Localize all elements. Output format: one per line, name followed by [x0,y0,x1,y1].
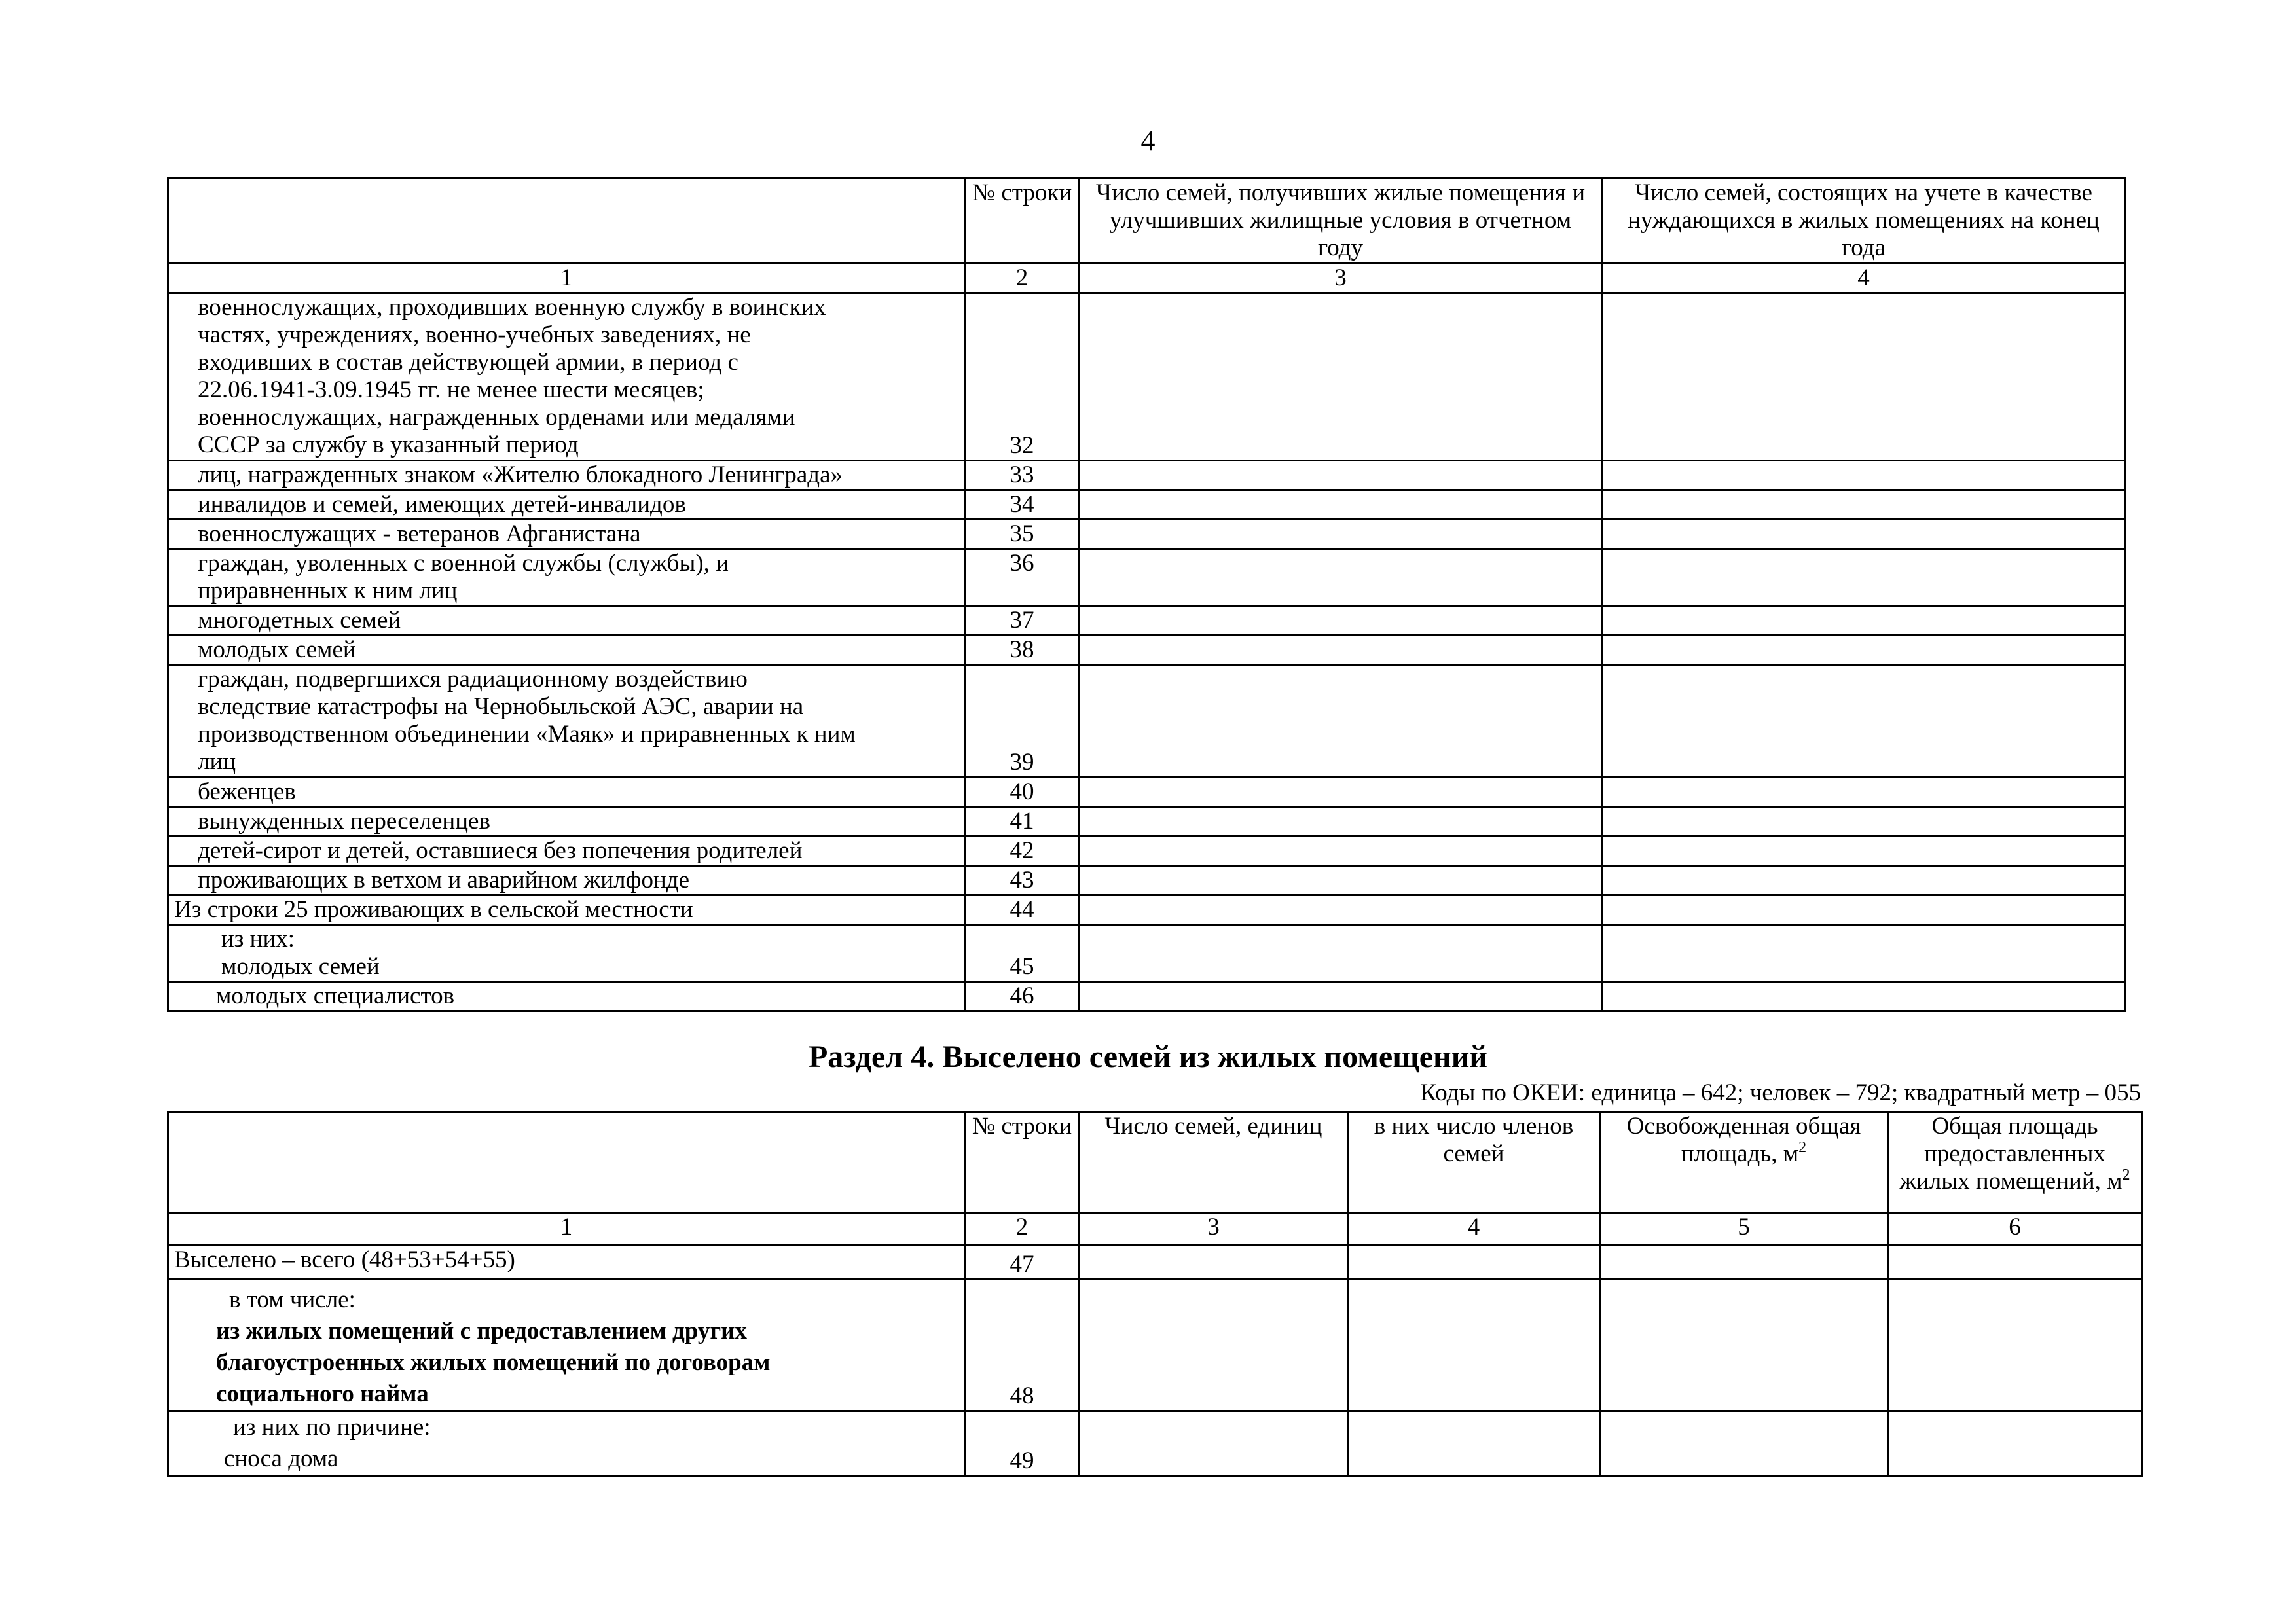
column-number: 4 [1348,1213,1600,1246]
row-number: 37 [965,606,1080,636]
row-number: 33 [965,461,1080,490]
okei-codes: Коды по ОКЕИ: единица – 642; человек – 792; квадратный метр – 055 [1420,1079,2141,1106]
column-number-row [168,1213,2142,1246]
families-housing-table [167,177,2126,1012]
data-cell [1080,461,1602,490]
row-label [168,665,965,778]
table-row [168,665,2126,778]
row-label-line: приравненных к ним лиц [198,577,458,604]
header-cell-row-number: № строки [965,179,1080,264]
table-row [168,636,2126,665]
row-label [168,778,965,807]
data-cell [1602,293,2126,461]
row-label [168,636,965,665]
row-label-line: военнослужащих - ветеранов Афганистана [198,520,641,547]
data-cell [1602,606,2126,636]
row-label-line: из жилых помещений с предоставлением других [216,1318,747,1344]
header-cell-families-registered: Число семей, состоящих на учете в качестве нуждающихся в жилых помещениях на конец года [1602,179,2126,264]
table-row [168,1411,2142,1476]
data-cell [1602,925,2126,982]
table-row [168,293,2126,461]
row-label [168,1411,965,1476]
data-cell [1600,1246,1888,1280]
row-number: 47 [965,1246,1080,1280]
table-header-row [168,179,2126,264]
table-row [168,895,2126,925]
row-label-line: сноса дома [224,1445,338,1472]
column-number: 6 [1888,1213,2142,1246]
data-cell [1888,1246,2142,1280]
data-cell [1080,520,1602,549]
data-cell [1080,549,1602,606]
header-cell-families-received: Число семей, получивших жилые помещения и улучшивших жилищные условия в отчетном году [1080,179,1602,264]
row-label [168,982,965,1011]
table-row [168,1246,2142,1280]
row-label-line: благоустроенных жилых помещений по договорам [216,1349,771,1376]
row-label [168,807,965,837]
row-label-line: Выселено – всего (48+53+54+55) [174,1246,515,1273]
data-cell [1080,1280,1348,1411]
data-cell [1080,895,1602,925]
table-row [168,1280,2142,1411]
page-number: 4 [1140,124,1156,156]
data-cell [1348,1280,1600,1411]
data-cell [1602,895,2126,925]
row-number: 48 [965,1280,1080,1411]
table-header-row [168,1112,2142,1213]
header-cell-provided-area-text: Общая площадь предоставленных жилых помещений, м [1899,1113,2123,1195]
data-cell [1602,866,2126,895]
row-label-line: инвалидов и семей, имеющих детей-инвалидов [198,491,686,518]
row-label-line: многодетных семей [198,607,401,634]
data-cell [1080,636,1602,665]
row-label-line: проживающих в ветхом и аварийном жилфонде [198,867,690,893]
column-number: 3 [1080,1213,1348,1246]
data-cell [1348,1411,1600,1476]
table-row [168,837,2126,866]
row-label-line: лиц [198,748,236,775]
table-row [168,461,2126,490]
row-label-line: детей-сирот и детей, оставшиеся без попечения родителей [198,837,803,864]
row-label-line: входивших в состав действующей армии, в период с [198,349,738,376]
data-cell [1602,807,2126,837]
data-cell [1080,925,1602,982]
table-row [168,606,2126,636]
table-row [168,807,2126,837]
row-number: 35 [965,520,1080,549]
data-cell [1080,982,1602,1011]
row-label-line: лиц, награжденных знаком «Жителю блокадного Ленинграда» [198,461,843,488]
row-label [168,866,965,895]
row-label-line: в том числе: [229,1286,355,1313]
table-row [168,490,2126,520]
superscript-two: 2 [1798,1139,1807,1156]
row-label-line: социального найма [216,1380,429,1407]
data-cell [1080,293,1602,461]
data-cell [1600,1280,1888,1411]
superscript-two: 2 [2122,1166,2130,1183]
row-label [168,490,965,520]
header-cell-members-count: в них число членов семей [1348,1112,1600,1213]
row-label-line: СССР за службу в указанный период [198,431,579,458]
data-cell [1080,606,1602,636]
row-label-line: граждан, подвергшихся радиационному воздействию [198,666,748,693]
row-label [168,1280,965,1411]
column-number-row [168,264,2126,293]
row-label-line: частях, учреждениях, военно-учебных заведениях, не [198,321,751,348]
row-number: 41 [965,807,1080,837]
header-cell-label [168,179,965,264]
row-label-line: из них: [221,926,295,952]
row-number: 44 [965,895,1080,925]
row-label [168,293,965,461]
data-cell [1602,665,2126,778]
header-cell-freed-area-text: Освобожденная общая площадь, м [1626,1113,1861,1167]
data-cell [1602,520,2126,549]
header-cell-freed-area [1600,1112,1888,1213]
column-number: 3 [1080,264,1602,293]
row-label [168,1246,965,1280]
row-label-line: молодых специалистов [216,983,455,1009]
data-cell [1080,490,1602,520]
evicted-families-table [167,1111,2143,1477]
row-number: 36 [965,549,1080,606]
column-number: 2 [965,264,1080,293]
header-cell-provided-area [1888,1112,2142,1213]
column-number: 5 [1600,1213,1888,1246]
data-cell [1600,1411,1888,1476]
table-row [168,549,2126,606]
column-number: 2 [965,1213,1080,1246]
row-number: 43 [965,866,1080,895]
row-number: 46 [965,982,1080,1011]
data-cell [1080,837,1602,866]
header-cell-families-count: Число семей, единиц [1080,1112,1348,1213]
column-number: 4 [1602,264,2126,293]
column-number: 1 [168,1213,965,1246]
table-row [168,866,2126,895]
data-cell [1888,1411,2142,1476]
row-label-line: военнослужащих, проходивших военную службу в воинских [198,294,826,321]
header-cell-label [168,1112,965,1213]
row-number: 45 [965,925,1080,982]
data-cell [1602,982,2126,1011]
row-label-line: граждан, уволенных с военной службы (службы), и [198,550,729,577]
table-row [168,778,2126,807]
row-label-line: молодых семей [198,636,356,663]
row-number: 42 [965,837,1080,866]
data-cell [1080,665,1602,778]
data-cell [1602,490,2126,520]
row-label-line: 22.06.1941-3.09.1945 гг. не менее шести месяцев; [198,376,704,403]
data-cell [1080,1411,1348,1476]
row-label [168,549,965,606]
table-row [168,982,2126,1011]
row-label-line: военнослужащих, награжденных орденами или медалями [198,404,795,431]
data-cell [1602,636,2126,665]
column-number: 1 [168,264,965,293]
row-label [168,837,965,866]
data-cell [1348,1246,1600,1280]
row-label-line: Из строки 25 проживающих в сельской местности [174,896,693,923]
row-label-line: беженцев [198,778,296,805]
row-number: 32 [965,293,1080,461]
row-label [168,606,965,636]
data-cell [1602,837,2126,866]
data-cell [1080,866,1602,895]
row-label-line: из них по причине: [233,1414,431,1441]
data-cell [1602,778,2126,807]
data-cell [1080,807,1602,837]
row-number: 40 [965,778,1080,807]
row-label [168,461,965,490]
data-cell [1080,778,1602,807]
data-cell [1602,461,2126,490]
row-number: 49 [965,1411,1080,1476]
row-number: 34 [965,490,1080,520]
section-title: Раздел 4. Выселено семей из жилых помещений [808,1039,1488,1074]
row-label [168,520,965,549]
row-label-line: вследствие катастрофы на Чернобыльской АЭС, аварии на [198,693,804,720]
table-row [168,520,2126,549]
data-cell [1602,549,2126,606]
row-label-line: вынужденных переселенцев [198,808,490,835]
row-number: 38 [965,636,1080,665]
row-label-line: производственном объединении «Маяк» и приравненных к ним [198,721,856,748]
header-cell-row-number: № строки [965,1112,1080,1213]
row-label [168,895,965,925]
data-cell [1888,1280,2142,1411]
table-row [168,925,2126,982]
row-number: 39 [965,665,1080,778]
row-label [168,925,965,982]
data-cell [1080,1246,1348,1280]
row-label-line: молодых семей [221,953,380,980]
